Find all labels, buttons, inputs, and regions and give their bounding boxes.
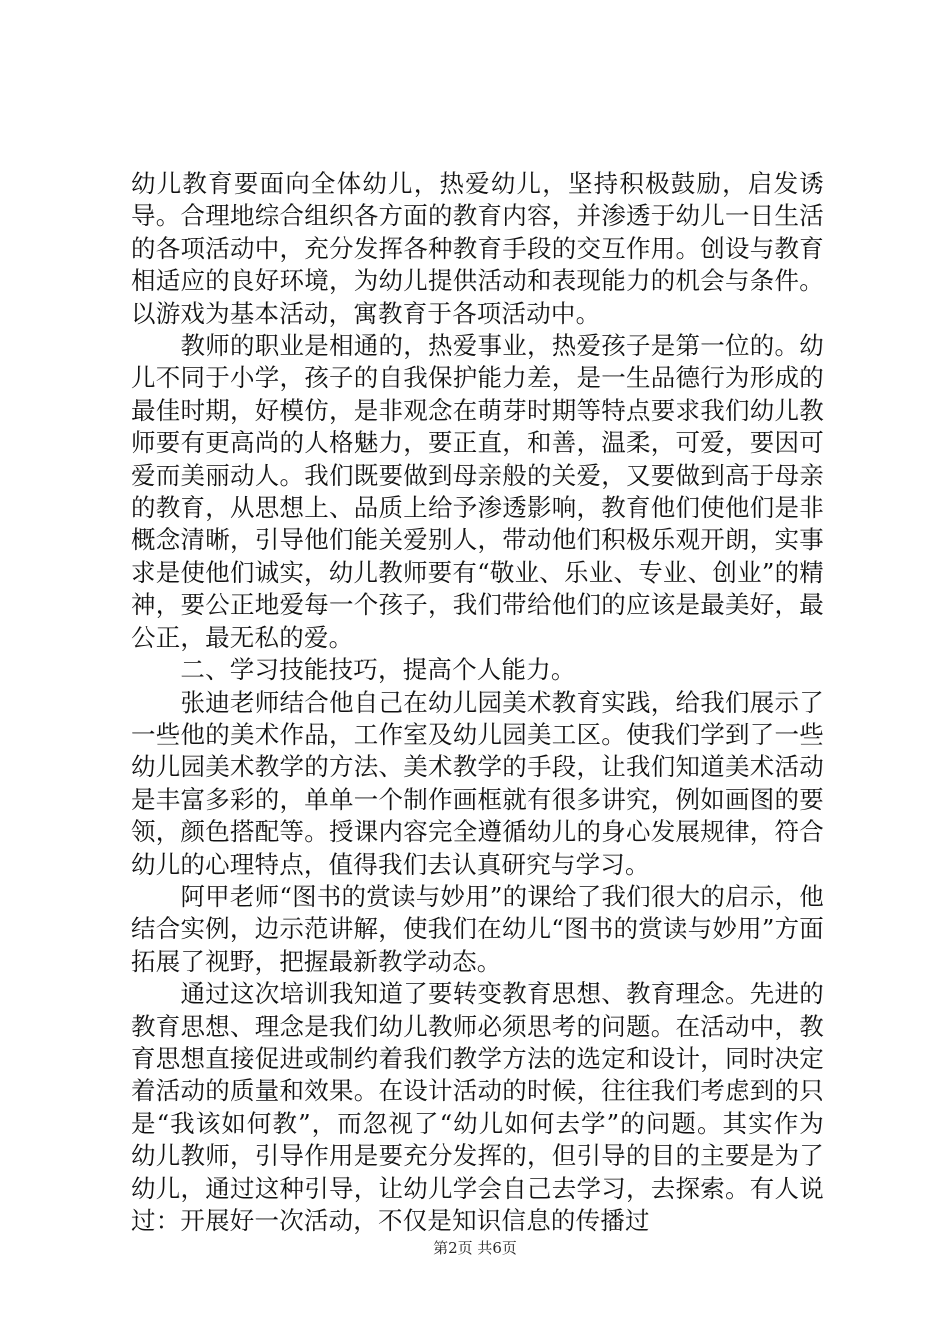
page-number-footer: 第2页 共6页 (433, 1239, 517, 1257)
paragraph-training-reflection: 通过这次培训我知道了要转变教育思想、教育理念。先进的教育思想、理念是我们幼儿教师必须思考的问题。在活动中，教育思想直接促进或制约着我们教学方法的选定和设计，同时决定着活动的质量和效果。在设计活动的时候，往往我们考虑到的只是“我该如何教”，而忽视了“幼儿如何去学”的问题。其实作为幼儿教师，引导作用是要充分发挥的，但引导的目的主要是为了幼儿，通过这种引导，让幼儿学会自己去学习，去探索。有人说过：开展好一次活动，不仅是知识信息的传播过 (131, 979, 824, 1235)
body-text (131, 168, 824, 1237)
paragraph-teacher-profession: 教师的职业是相通的，热爱事业，热爱孩子是第一位的。幼儿不同于小学，孩子的自我保护能力差，是一生品德行为形成的最佳时期，好模仿，是非观念在萌芽时期等特点要求我们幼儿教师要有更高尚的人格魅力，要正直，和善，温柔，可爱，要因可爱而美丽动人。我们既要做到母亲般的关爱，又要做到高于母亲的教育，从思想上、品质上给予渗透影响，教育他们使他们是非概念清晰，引导他们能关爱别人，带动他们积极乐观开朗，实事求是使他们诚实，幼儿教师要有“敬业、乐业、专业、创业”的精神，要公正地爱每一个孩子，我们带给他们的应该是最美好，最公正，最无私的爱。 (131, 331, 824, 652)
paragraph-art-education: 张迪老师结合他自己在幼儿园美术教育实践，给我们展示了一些他的美术作品，工作室及幼儿园美工区。使我们学到了一些幼儿园美术教学的方法、美术教学的手段，让我们知道美术活动是丰富多彩的，单单一个制作画框就有很多讲究，例如画图的要领，颜色搭配等。授课内容完全遵循幼儿的身心发展规律，符合幼儿的心理特点，值得我们去认真研究与学习。 (131, 687, 824, 879)
paragraph-picture-books: 阿甲老师“图书的赏读与妙用”的课给了我们很大的启示，他结合实例，边示范讲解，使我们在幼儿“图书的赏读与妙用”方面拓展了视野，把握最新教学动态。 (131, 881, 824, 976)
section-heading-skills: 二、学习技能技巧，提高个人能力。 (131, 655, 576, 685)
paragraph-intro: 幼儿教育要面向全体幼儿，热爱幼儿，坚持积极鼓励，启发诱导。合理地综合组织各方面的教育内容，并渗透于幼儿一日生活的各项活动中，充分发挥各种教育手段的交互作用。创设与教育相适应的良好环境，为幼儿提供活动和表现能力的机会与条件。以游戏为基本活动，寓教育于各项活动中。 (131, 169, 824, 328)
